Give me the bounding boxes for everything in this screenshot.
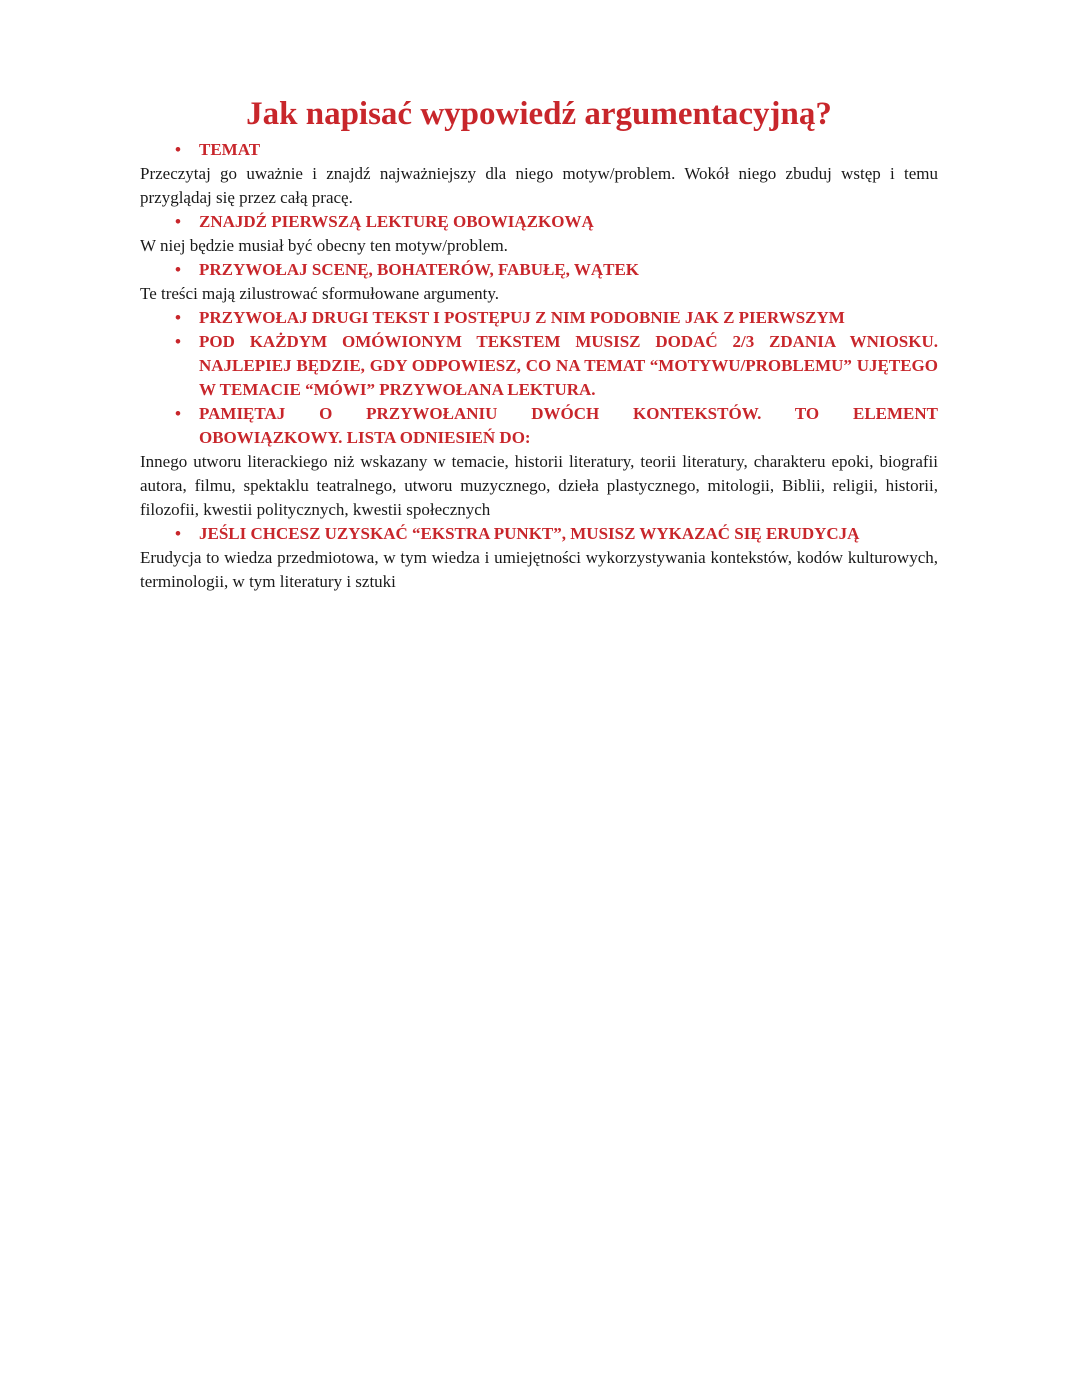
bullet-heading-contexts: [140, 402, 938, 426]
bullet-heading-contexts-continued: [140, 426, 938, 450]
section-paragraph: Erudycja to wiedza przedmiotowa, w tym wiedza i umiejętności wykorzystywania kontekstów, kodów kulturowych, terminologii, w tym literatury i sztuki: [140, 548, 938, 591]
section-paragraph: Przeczytaj go uważnie i znajdź najważniejszy dla niego motyw/problem. Wokół niego zbuduj wstęp i temu przyglądaj się przez całą pracę.: [140, 164, 938, 207]
heading-text: TEMAT: [199, 140, 261, 159]
heading-text: POD KAŻDYM OMÓWIONYM TEKSTEM MUSISZ DODAĆ 2/3 ZDANIA WNIOSKU. NAJLEPIEJ BĘDZIE, GDY ODPOWIESZ, CO NA TEMAT “MOTYWU/PROBLEMU” UJĘTEGO W TEMACIE “MÓWI” PRZYWOŁANA LEKTURA.: [199, 332, 938, 399]
section-paragraph: W niej będzie musiał być obecny ten motyw/problem.: [140, 236, 508, 255]
heading-text: ZNAJDŹ PIERWSZĄ LEKTURĘ OBOWIĄZKOWĄ: [199, 212, 594, 231]
bullet-heading-first-reading: [140, 210, 938, 234]
section-paragraph: Innego utworu literackiego niż wskazany w temacie, historii literatury, teorii literatury, charakteru epoki, biografii autora, filmu, spektaklu teatralnego, utworu muzycznego, dzieła plastycznego, mitologii, Biblii, religii, historii, filozofii, kwestii politycznych, kwestii społecznych: [140, 452, 938, 519]
bullet-icon: •: [175, 404, 181, 423]
document-title: Jak napisać wypowiedź argumentacyjną?: [246, 96, 832, 132]
bullet-icon: •: [175, 212, 181, 231]
bullet-icon: •: [175, 524, 181, 543]
heading-text: JEŚLI CHCESZ UZYSKAĆ “EKSTRA PUNKT”, MUSISZ WYKAZAĆ SIĘ ERUDYCJĄ: [199, 524, 860, 543]
bullet-heading-temat: [140, 138, 938, 162]
bullet-heading-conclusion: [140, 330, 938, 402]
bullet-icon: •: [175, 308, 181, 327]
heading-text: PRZYWOŁAJ SCENĘ, BOHATERÓW, FABUŁĘ, WĄTEK: [199, 260, 640, 279]
bullet-heading-scene: [140, 258, 938, 282]
section-paragraph: Te treści mają zilustrować sformułowane argumenty.: [140, 284, 499, 303]
heading-text-line1: PAMIĘTAJ O PRZYWOŁANIU DWÓCH KONTEKSTÓW. TO ELEMENT: [199, 404, 938, 423]
bullet-heading-extra-point: [140, 522, 938, 546]
bullet-heading-second-text: [140, 306, 938, 330]
bullet-icon: •: [175, 332, 181, 351]
bullet-icon: •: [175, 140, 181, 159]
heading-text-line2: OBOWIĄZKOWY. LISTA ODNIESIEŃ DO:: [199, 428, 531, 447]
bullet-icon: •: [175, 260, 181, 279]
document-page: [140, 92, 938, 594]
heading-text: PRZYWOŁAJ DRUGI TEKST I POSTĘPUJ Z NIM PODOBNIE JAK Z PIERWSZYM: [199, 308, 845, 327]
